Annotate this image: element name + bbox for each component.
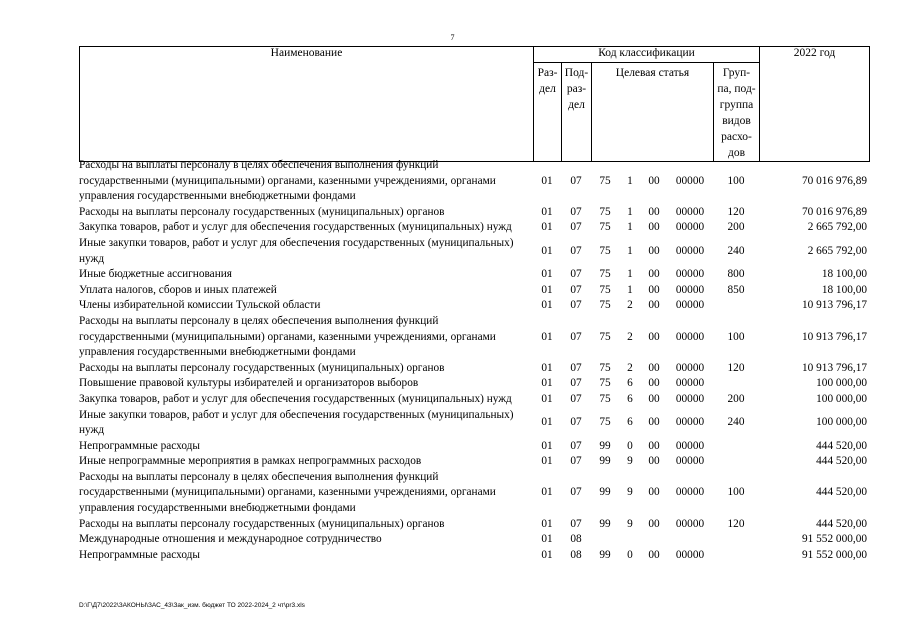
- table-row: [79, 361, 871, 377]
- cell-t1: 99: [599, 439, 611, 452]
- cell-t4: 00000: [675, 299, 705, 312]
- header-group: Груп- па, под- группа видов расхо- дов: [714, 63, 760, 162]
- cell-t3: 00: [648, 221, 660, 234]
- cell-amount: 2 665 792,00: [807, 244, 867, 257]
- header-target: Целевая статья: [592, 63, 714, 162]
- cell-name: Расходы на выплаты персоналу государственных (муниципальных) органов: [79, 205, 445, 218]
- cell-amount: 91 552 000,00: [802, 533, 867, 546]
- cell-t2: 1: [627, 268, 633, 281]
- cell-t3: 00: [648, 299, 660, 312]
- cell-name: Члены избирательной комиссии Тульской области: [79, 299, 321, 312]
- cell-t2: 1: [627, 205, 633, 218]
- cell-t4: 00000: [675, 548, 705, 561]
- cell-p: 07: [570, 361, 582, 374]
- cell-name: Расходы на выплаты персоналу в целях обеспечения выполнения функций государственными (муниципальными) органами, казенными учреждениями, органами управления государственными внебюджетными фондами: [79, 470, 496, 515]
- cell-amount: 100 000,00: [816, 416, 867, 429]
- cell-t3: 00: [648, 486, 660, 499]
- cell-t4: 00000: [675, 486, 705, 499]
- cell-p: 07: [570, 174, 582, 187]
- table-row: [79, 158, 871, 205]
- cell-name: Непрограммные расходы: [79, 439, 200, 452]
- table-row: [79, 298, 871, 314]
- cell-r: 01: [541, 517, 553, 530]
- cell-p: 07: [570, 517, 582, 530]
- cell-name: Расходы на выплаты персоналу государственных (муниципальных) органов: [79, 361, 445, 374]
- cell-p: 08: [570, 548, 582, 561]
- cell-t2: 1: [627, 283, 633, 296]
- table-row: [79, 548, 871, 564]
- cell-t4: 00000: [675, 205, 705, 218]
- cell-t4: 00000: [675, 361, 705, 374]
- cell-t2: 9: [627, 455, 633, 468]
- table-row: [79, 439, 871, 455]
- cell-r: 01: [541, 455, 553, 468]
- cell-t4: 00000: [675, 283, 705, 296]
- cell-name: Закупка товаров, работ и услуг для обеспечения государственных (муниципальных) нужд: [79, 392, 512, 405]
- cell-t3: 00: [648, 244, 660, 257]
- cell-t4: 00000: [675, 455, 705, 468]
- cell-amount: 444 520,00: [816, 439, 867, 452]
- cell-t2: 2: [627, 361, 633, 374]
- cell-r: 01: [541, 244, 553, 257]
- table-row: [79, 532, 871, 548]
- cell-amount: 10 913 796,17: [802, 330, 867, 343]
- cell-t3: 00: [648, 377, 660, 390]
- cell-t1: 75: [599, 330, 611, 343]
- cell-t1: 75: [599, 221, 611, 234]
- cell-name: Уплата налогов, сборов и иных платежей: [79, 283, 277, 296]
- cell-t4: 00000: [675, 330, 705, 343]
- cell-g: 800: [727, 268, 745, 281]
- cell-t1: 75: [599, 283, 611, 296]
- header-name: Наименование: [80, 47, 534, 162]
- cell-p: 07: [570, 268, 582, 281]
- cell-p: 08: [570, 533, 582, 546]
- table-row: [79, 220, 871, 236]
- cell-t2: 9: [627, 486, 633, 499]
- header-code: Код классификации: [534, 47, 760, 63]
- cell-r: 01: [541, 486, 553, 499]
- cell-t4: 00000: [675, 377, 705, 390]
- cell-r: 01: [541, 268, 553, 281]
- cell-t1: 75: [599, 268, 611, 281]
- cell-amount: 444 520,00: [816, 517, 867, 530]
- cell-p: 07: [570, 377, 582, 390]
- cell-amount: 100 000,00: [816, 377, 867, 390]
- cell-amount: 70 016 976,89: [802, 205, 867, 218]
- cell-t1: 75: [599, 392, 611, 405]
- cell-p: 07: [570, 330, 582, 343]
- cell-r: 01: [541, 174, 553, 187]
- cell-t1: 75: [599, 299, 611, 312]
- cell-t1: 99: [599, 486, 611, 499]
- cell-g: 850: [727, 283, 745, 296]
- cell-p: 07: [570, 455, 582, 468]
- cell-t2: 6: [627, 392, 633, 405]
- cell-t4: 00000: [675, 439, 705, 452]
- cell-t3: 00: [648, 330, 660, 343]
- cell-t2: 0: [627, 548, 633, 561]
- cell-t2: 6: [627, 416, 633, 429]
- cell-amount: 2 665 792,00: [807, 221, 867, 234]
- cell-t2: 2: [627, 330, 633, 343]
- cell-t3: 00: [648, 283, 660, 296]
- cell-name: Расходы на выплаты персоналу в целях обеспечения выполнения функций государственными (муниципальными) органами, казенными учреждениями, органами управления государственными внебюджетными фондами: [79, 314, 496, 359]
- cell-t3: 00: [648, 439, 660, 452]
- cell-t3: 00: [648, 517, 660, 530]
- cell-t1: 75: [599, 416, 611, 429]
- cell-g: 100: [727, 330, 745, 343]
- cell-name: Расходы на выплаты персоналу государственных (муниципальных) органов: [79, 517, 445, 530]
- cell-p: 07: [570, 244, 582, 257]
- cell-t4: 00000: [675, 416, 705, 429]
- cell-t2: 6: [627, 377, 633, 390]
- cell-t1: [591, 532, 619, 548]
- cell-p: 07: [570, 205, 582, 218]
- cell-t4: 00000: [675, 517, 705, 530]
- cell-p: 07: [570, 439, 582, 452]
- cell-p: 07: [570, 392, 582, 405]
- table-row: [79, 392, 871, 408]
- cell-t3: 00: [648, 205, 660, 218]
- cell-r: 01: [541, 205, 553, 218]
- cell-g: 100: [727, 174, 745, 187]
- cell-t1: 75: [599, 174, 611, 187]
- cell-r: 01: [541, 221, 553, 234]
- cell-p: 07: [570, 416, 582, 429]
- table-row: [79, 454, 871, 470]
- cell-amount: 91 552 000,00: [802, 548, 867, 561]
- cell-g: 120: [727, 361, 745, 374]
- page-number: 7: [450, 33, 455, 42]
- table-row: [79, 376, 871, 392]
- cell-g: 100: [727, 486, 745, 499]
- cell-t4: 00000: [675, 268, 705, 281]
- cell-t3: 00: [648, 392, 660, 405]
- cell-t2: 1: [627, 174, 633, 187]
- cell-t3: 00: [648, 455, 660, 468]
- cell-name: Закупка товаров, работ и услуг для обеспечения государственных (муниципальных) нужд: [79, 221, 512, 234]
- cell-g: [713, 532, 759, 548]
- cell-name: Непрограммные расходы: [79, 548, 200, 561]
- cell-t1: 75: [599, 361, 611, 374]
- cell-r: 01: [541, 361, 553, 374]
- cell-amount: 444 520,00: [816, 455, 867, 468]
- cell-t1: 99: [599, 455, 611, 468]
- table-row: [79, 517, 871, 533]
- cell-g: 120: [727, 517, 745, 530]
- table-row: [79, 205, 871, 221]
- cell-name: Иные закупки товаров, работ и услуг для обеспечения государственных (муниципальных) нужд: [79, 236, 514, 265]
- cell-t4: 00000: [675, 392, 705, 405]
- header-podrazdel: Под- раз- дел: [562, 63, 592, 162]
- cell-g: [713, 376, 759, 392]
- cell-r: 01: [541, 330, 553, 343]
- cell-r: 01: [541, 548, 553, 561]
- cell-t2: [619, 532, 641, 548]
- cell-t1: 75: [599, 205, 611, 218]
- cell-r: 01: [541, 416, 553, 429]
- cell-t1: 99: [599, 517, 611, 530]
- cell-amount: 444 520,00: [816, 486, 867, 499]
- cell-t2: 1: [627, 221, 633, 234]
- cell-g: [713, 548, 759, 564]
- file-path-footer: D:\Г\Д7\2022\ЗАКОНЫ\ЗАС_43\Зак_изм. бюджет ТО 2022-2024_2 чт\pr3.xls: [79, 602, 305, 609]
- table-row: [79, 408, 871, 439]
- table-header: [79, 46, 870, 162]
- cell-t1: 75: [599, 377, 611, 390]
- cell-t2: 0: [627, 439, 633, 452]
- cell-t3: [641, 532, 667, 548]
- cell-t4: 00000: [675, 221, 705, 234]
- cell-amount: 70 016 976,89: [802, 174, 867, 187]
- cell-t2: 9: [627, 517, 633, 530]
- cell-amount: 10 913 796,17: [802, 361, 867, 374]
- table-row: [79, 314, 871, 361]
- cell-r: 01: [541, 392, 553, 405]
- cell-g: 240: [727, 416, 745, 429]
- cell-p: 07: [570, 283, 582, 296]
- cell-p: 07: [570, 299, 582, 312]
- cell-name: Международные отношения и международное сотрудничество: [79, 533, 382, 546]
- cell-amount: 10 913 796,17: [802, 299, 867, 312]
- cell-r: 01: [541, 283, 553, 296]
- cell-g: [713, 454, 759, 470]
- cell-t3: 00: [648, 416, 660, 429]
- cell-g: 200: [727, 392, 745, 405]
- cell-amount: 18 100,00: [821, 268, 867, 281]
- cell-t4: 00000: [675, 174, 705, 187]
- budget-table: [79, 158, 871, 563]
- table-row: [79, 470, 871, 517]
- cell-amount: 100 000,00: [816, 392, 867, 405]
- cell-name: Расходы на выплаты персоналу в целях обеспечения выполнения функций государственными (муниципальными) органами, казенными учреждениями, органами управления государственными внебюджетными фондами: [79, 159, 496, 203]
- cell-t1: 99: [599, 548, 611, 561]
- cell-t3: 00: [648, 548, 660, 561]
- cell-r: 01: [541, 299, 553, 312]
- table-row: [79, 283, 871, 299]
- cell-t3: 00: [648, 268, 660, 281]
- cell-t3: 00: [648, 361, 660, 374]
- cell-name: Иные бюджетные ассигнования: [79, 268, 232, 281]
- cell-p: 07: [570, 221, 582, 234]
- cell-t2: 2: [627, 299, 633, 312]
- cell-p: 07: [570, 486, 582, 499]
- table-row: [79, 236, 871, 267]
- cell-r: 01: [541, 377, 553, 390]
- cell-t4: [667, 532, 713, 548]
- cell-name: Иные непрограммные мероприятия в рамках непрограммных расходов: [79, 455, 422, 468]
- cell-t4: 00000: [675, 244, 705, 257]
- cell-r: 01: [541, 533, 553, 546]
- cell-t3: 00: [648, 174, 660, 187]
- cell-g: [713, 439, 759, 455]
- table-row: [79, 267, 871, 283]
- cell-amount: 18 100,00: [821, 283, 867, 296]
- cell-t1: 75: [599, 244, 611, 257]
- cell-g: 240: [727, 244, 745, 257]
- header-razdel: Раз- дел: [534, 63, 562, 162]
- cell-t2: 1: [627, 244, 633, 257]
- cell-g: [713, 298, 759, 314]
- header-year: 2022 год: [760, 47, 870, 162]
- cell-r: 01: [541, 439, 553, 452]
- cell-g: 120: [727, 205, 745, 218]
- cell-name: Иные закупки товаров, работ и услуг для обеспечения государственных (муниципальных) нужд: [79, 408, 514, 437]
- cell-g: 200: [727, 221, 745, 234]
- cell-name: Повышение правовой культуры избирателей и организаторов выборов: [79, 377, 419, 390]
